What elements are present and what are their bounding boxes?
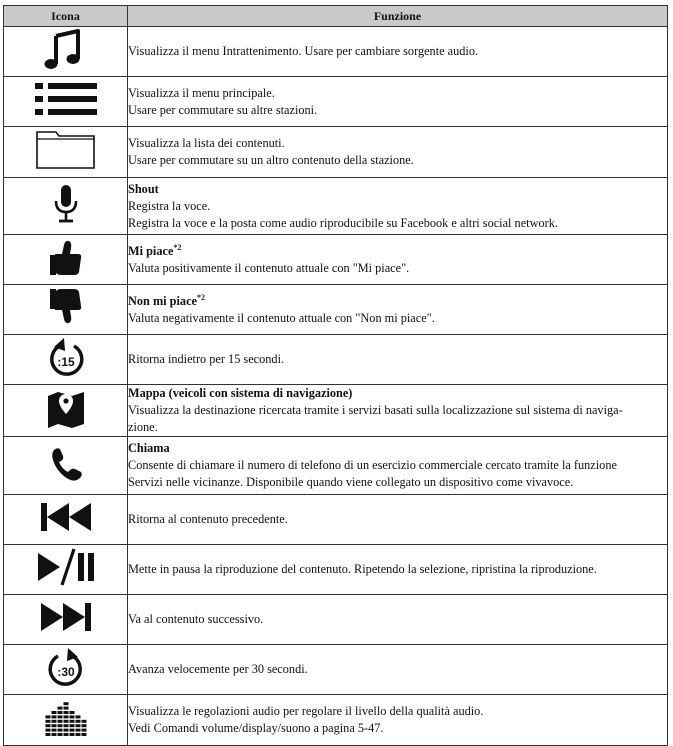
menu-list-icon: [34, 77, 98, 121]
description-line: Ritorna al contenuto precedente.: [128, 512, 288, 526]
function-description: [128, 235, 668, 285]
description-line: zione.: [128, 420, 158, 434]
table-row: [4, 335, 668, 385]
skip-previous-icon: [34, 495, 98, 539]
description-line: Avanza velocemente per 30 secondi.: [128, 662, 308, 676]
table-row: [4, 178, 668, 235]
function-title: Non mi piace$^{*2}$: [128, 292, 205, 308]
icon-cell: [4, 235, 128, 285]
function-title: Chiama: [128, 441, 170, 455]
description-line: Usare per commutare su un altro contenuto della stazione.: [128, 153, 414, 167]
description-line: Visualizza le regolazioni audio per regolare il livello della qualità audio.: [128, 704, 484, 718]
function-description: [128, 127, 668, 178]
function-description: [128, 437, 668, 495]
footnote-marker: *2: [173, 242, 182, 252]
table-row: [4, 27, 668, 77]
icon-cell: [4, 437, 128, 495]
header-icon: Icona: [4, 6, 128, 27]
icon-cell: [4, 285, 128, 335]
table-row: [4, 695, 668, 746]
table-row: [4, 595, 668, 645]
forward-30-icon: [34, 645, 98, 689]
footnote-marker: *2: [197, 292, 205, 302]
icon-cell: [4, 695, 128, 746]
description-line: Servizi nelle vicinanze. Disponibile quando viene collegato un dispositivo come vivavoce.: [128, 475, 574, 489]
function-description: [128, 645, 668, 695]
function-description: [128, 27, 668, 77]
thumbs-up-icon: [34, 235, 98, 279]
svg-text::30: :30: [56, 665, 75, 679]
description-line: Valuta negativamente il contenuto attuale con "Non mi piace".: [128, 310, 435, 325]
description-line: Registra la voce.: [128, 198, 211, 213]
icon-cell: [4, 495, 128, 545]
function-title: Mi piace$^{*2}$: [128, 242, 182, 258]
description-line: Mette in pausa la riproduzione del contenuto. Ripetendo la selezione, ripristina la riproduzione.: [128, 562, 597, 576]
description-line: Consente di chiamare il numero di telefono di un esercizio commerciale cercato tramite la funzione: [128, 458, 617, 472]
icon-cell: [4, 335, 128, 385]
function-description: [128, 285, 668, 335]
skip-next-icon: [34, 595, 98, 639]
function-description: [128, 178, 668, 235]
description-line: Usare per commutare su altre stazioni.: [128, 102, 318, 117]
function-description: [128, 595, 668, 645]
description-line: Visualizza il menu Intrattenimento. Usare per cambiare sorgente audio.: [128, 44, 479, 58]
description-line: Visualizza la destinazione ricercata tramite i servizi basati sulla localizzazione sul sistema di naviga-: [128, 403, 623, 417]
table-row: [4, 645, 668, 695]
function-title: Mappa (veicoli con sistema di navigazione): [128, 386, 353, 400]
icon-cell: [4, 595, 128, 645]
table-row: [4, 437, 668, 495]
thumbs-down-icon: [34, 285, 98, 329]
table-row: [4, 285, 668, 335]
function-description: [128, 385, 668, 437]
function-description: [128, 695, 668, 746]
icon-cell: [4, 127, 128, 178]
music-note-icon: [34, 27, 98, 71]
map-pin-icon: [34, 386, 98, 430]
icon-cell: [4, 77, 128, 127]
table-row: [4, 127, 668, 178]
icon-cell: [4, 385, 128, 437]
header-function: Funzione: [128, 6, 668, 27]
function-table: [3, 5, 668, 746]
equalizer-icon: [34, 696, 98, 740]
svg-text::15: :15: [56, 355, 75, 369]
icon-cell: [4, 178, 128, 235]
table-row: [4, 545, 668, 595]
function-description: [128, 545, 668, 595]
description-line: Visualizza la lista dei contenuti.: [128, 136, 285, 150]
description-line: Ritorna indietro per 15 secondi.: [128, 352, 285, 366]
rewind-15-icon: [34, 335, 98, 379]
play-pause-icon: [34, 545, 98, 589]
function-title: Shout: [128, 181, 159, 196]
description-line: Vedi Comandi volume/display/suono a pagina 5-47.: [128, 721, 384, 735]
table-row: [4, 385, 668, 437]
icon-cell: [4, 27, 128, 77]
folder-icon: [34, 128, 98, 172]
function-description: [128, 335, 668, 385]
icon-cell: [4, 645, 128, 695]
function-description: [128, 495, 668, 545]
description-line: Visualizza il menu principale.: [128, 85, 275, 100]
table-row: [4, 77, 668, 127]
description-line: Registra la voce e la posta come audio riproducibile su Facebook e altri social network.: [128, 215, 558, 230]
function-description: [128, 77, 668, 127]
icon-cell: [4, 545, 128, 595]
description-line: Valuta positivamente il contenuto attuale con "Mi piace".: [128, 260, 410, 275]
phone-icon: [34, 441, 98, 485]
microphone-icon: [34, 182, 98, 226]
table-row: [4, 235, 668, 285]
description-line: Va al contenuto successivo.: [128, 612, 264, 626]
table-header-row: [4, 6, 668, 27]
table-row: [4, 495, 668, 545]
